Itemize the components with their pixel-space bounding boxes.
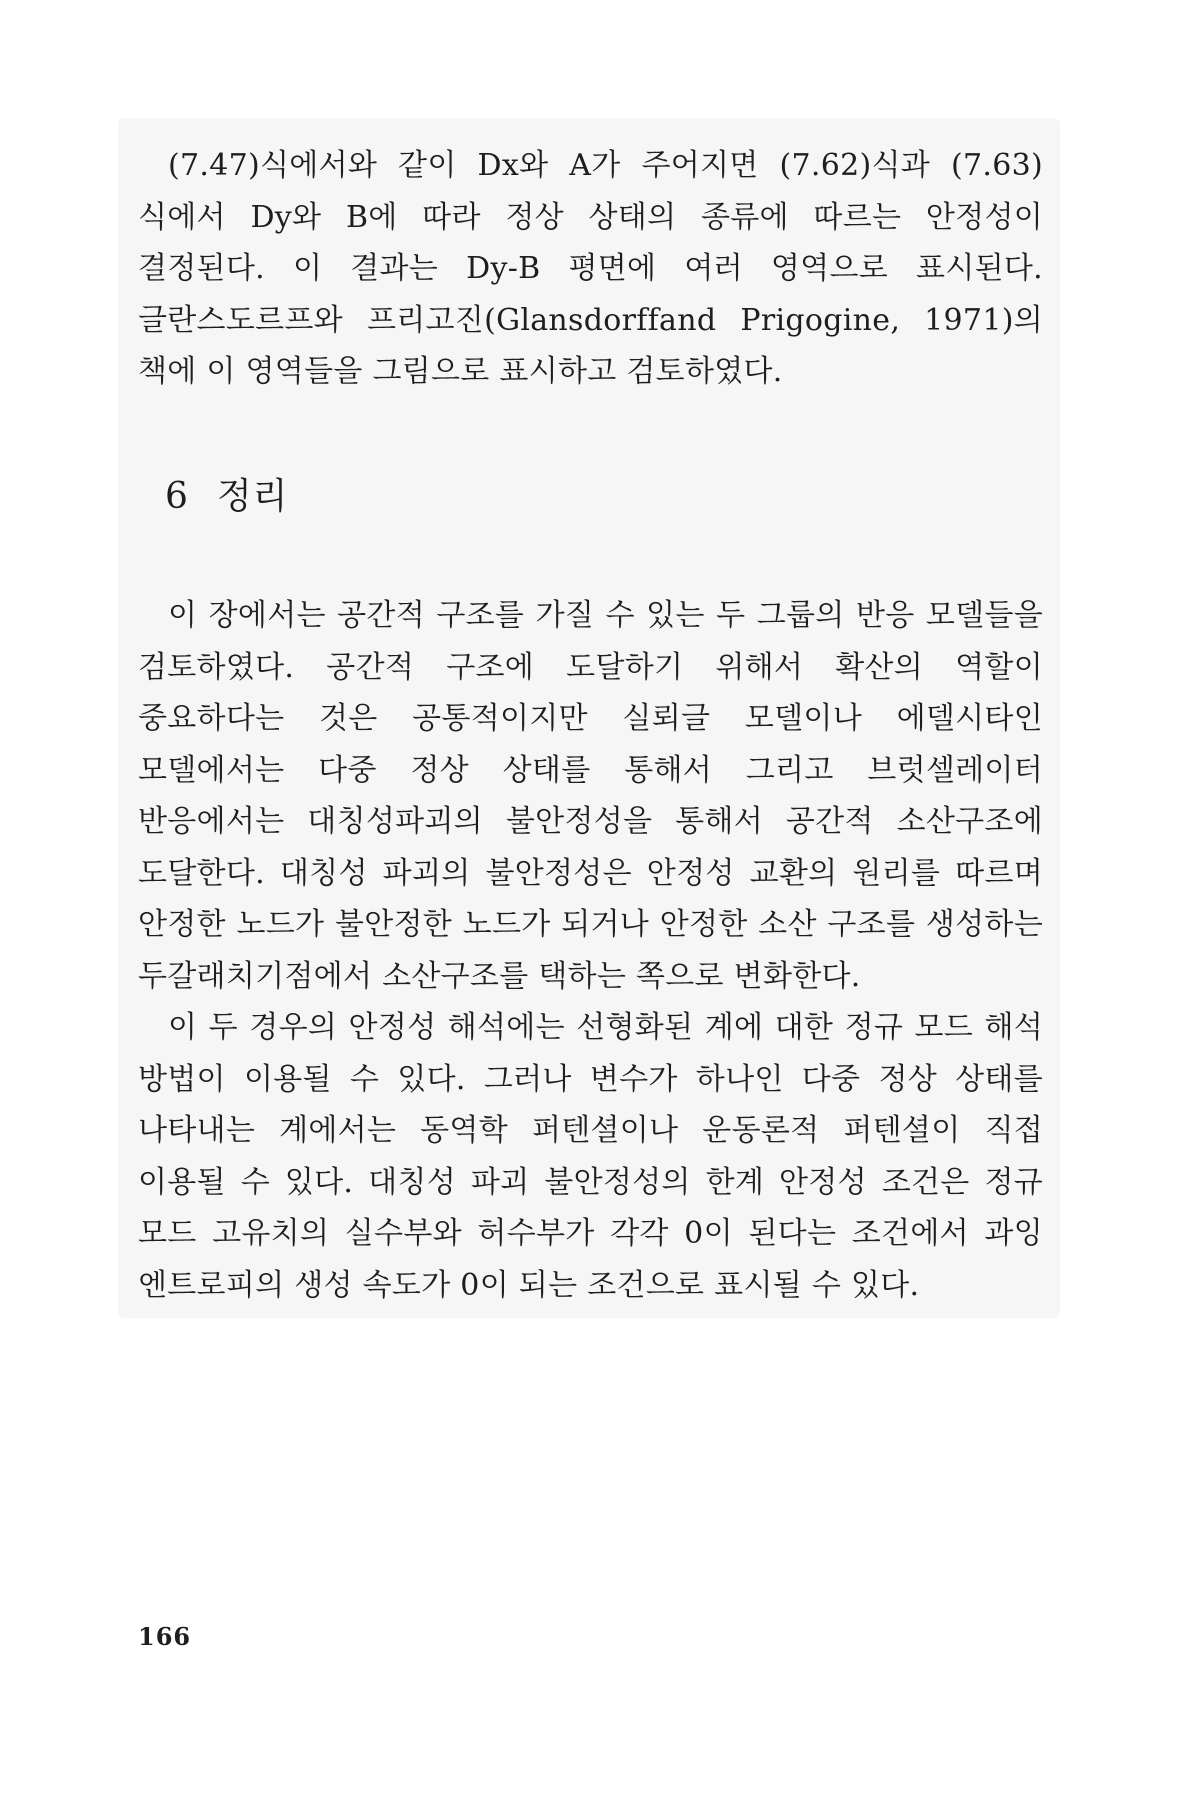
section-title: 정리 [216,476,289,517]
page-number: 166 [138,1622,192,1651]
summary-paragraph-1: 이 장에서는 공간적 구조를 가질 수 있는 두 그룹의 반응 모델들을 검토하였다. 공간적 구조에 도달하기 위해서 확산의 역할이 중요하다는 것은 공통적이지만 실뢰글 모델이나 에델시타인 모델에서는 다중 정상 상태를 통해서 그리고 브럿셀레이터 반응에서는 대칭성파괴의 불안정성을 통해서 공간적 소산구조에 도달한다. 대칭성 파괴의 불안정성은 안정성 교환의 원리를 따르며 안정한 노드가 불안정한 노드가 되거나 안정한 소산 구조를 생성하는 두갈래치기점에서 소산구조를 택하는 쪽으로 변화한다. [138,598,1043,994]
section-heading [165,472,288,522]
summary-paragraph-2: 이 두 경우의 안정성 해석에는 선형화된 계에 대한 정규 모드 해석 방법이 이용될 수 있다. 그러나 변수가 하나인 다중 정상 상태를 나타내는 계에서는 동역학 퍼텐셜이나 운동론적 퍼텐셜이 직접 이용될 수 있다. 대칭성 파괴 불안정성의 한계 안정성 조건은 정규 모드 고유치의 실수부와 허수부가 각각 0이 된다는 조건에서 과잉 엔트로피의 생성 속도가 0이 되는 조건으로 표시될 수 있다. [138,1010,1043,1303]
section-number: 6 [165,476,189,517]
summary-text-block [138,590,1043,1311]
intro-paragraph: (7.47)식에서와 같이 Dx와 A가 주어지면 (7.62)식과 (7.63)식에서 Dy와 B에 따라 정상 상태의 종류에 따르는 안정성이 결정된다. 이 결과는 Dy-B 평면에 여러 영역으로 표시된다. 글란스도르프와 프리고진(Glansdorffand Prigogine, 1971)의 책에 이 영역들을 그림으로 표시하고 검토하였다. [138,148,1043,389]
intro-text-block [138,140,1043,398]
